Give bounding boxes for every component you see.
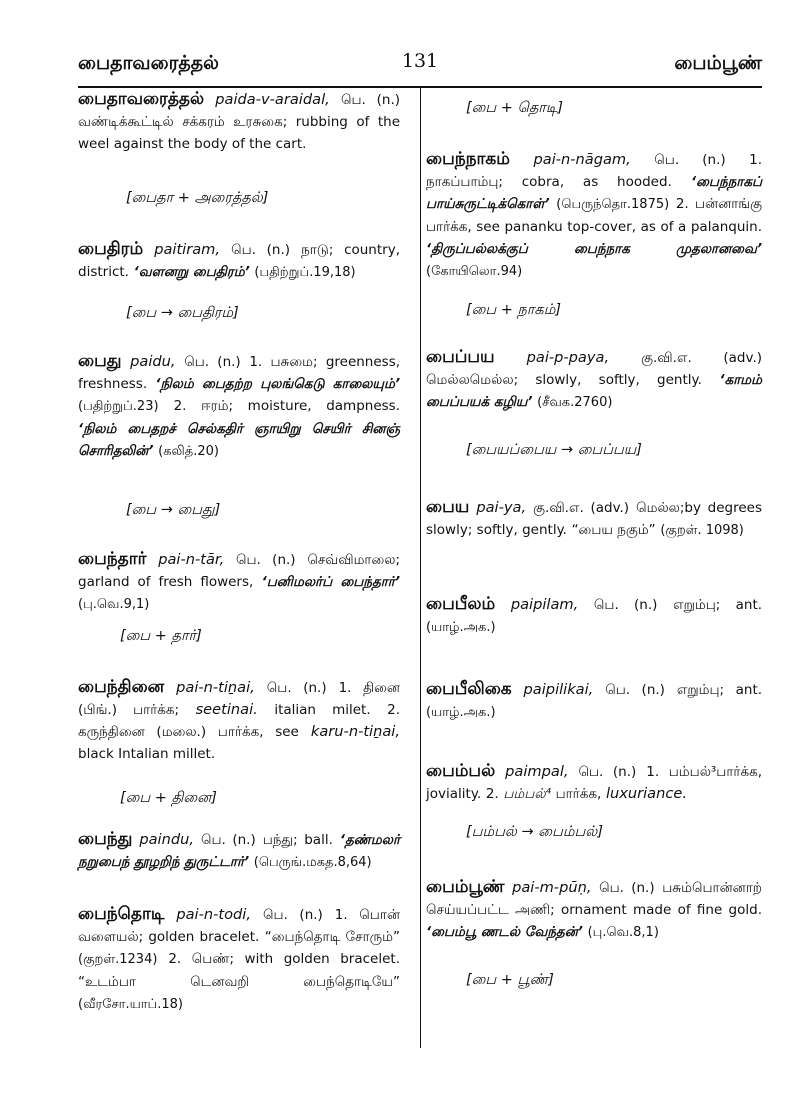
entry-paippaya	[426, 346, 762, 414]
transliteration: paimpal,	[505, 763, 569, 780]
definition: 1. நாகப்பாம்பு; cobra, as hooded.	[426, 152, 762, 190]
citation-quote: ‘பைம்பூ ணடல் வேந்தன்’	[426, 924, 583, 940]
citation-source: (பதிற்றுப்.19,18)	[254, 265, 356, 280]
entry-paidavaraidal	[78, 88, 400, 155]
etymology: [பை + நாகம்]	[466, 302, 562, 318]
transliteration: paipilam,	[510, 596, 579, 613]
etymology: [பை + பூண்]	[466, 972, 554, 988]
cross-reference: luxuriance.	[605, 785, 688, 802]
part-of-speech: பெ. (n.)	[578, 764, 637, 780]
definition: 1. பம்பல்³பார்க்க, joviality.	[426, 764, 763, 802]
cross-reference: karu-n-tiṉai,	[310, 723, 400, 740]
etymology: [பை + தார்]	[120, 628, 202, 644]
left-guideword: பைதாவரைத்தல்	[78, 52, 219, 74]
part-of-speech: பெ. (n.)	[340, 92, 401, 108]
citation-quote: ‘தண்மலர் நறுபைந் தூழறிந் துருட்டார்’	[78, 832, 401, 870]
definition: மெல்லமெல்ல; slowly, softly, gently.	[426, 372, 702, 388]
headword: பைந்தொடி	[78, 904, 165, 924]
definition: மெல்ல;by degrees slowly; softly, gently.	[426, 500, 762, 538]
citation-source: (யாழ்.அக.)	[426, 705, 496, 720]
definition: எறும்பு; ant.	[673, 597, 763, 613]
definition: 1. பசுமை; greenness, freshness.	[78, 354, 401, 392]
definition: பசும்பொன்னாற் செய்யப்பட்ட அணி; ornament made of fine gold.	[426, 880, 762, 918]
headword: பைதிரம்	[78, 239, 144, 259]
citation-source: (குறள்.1234)	[78, 952, 158, 967]
part-of-speech: பெ. (n.)	[200, 832, 256, 848]
part-of-speech: கு.வி.எ. (adv.)	[641, 350, 763, 366]
definition: வண்டிக்கூட்டில் சக்கரம் உரசுகை; rubbing of the weel against the body of the cart.	[78, 114, 400, 152]
definition: 2. பன்னாங்கு பார்க்க, see pananku top-cover, as of a palanquin.	[426, 196, 763, 235]
transliteration: paidu,	[130, 353, 176, 370]
etymology: [பைதா + அரைத்தல்]	[126, 190, 269, 206]
entry-paipilam	[426, 593, 762, 639]
etymology: [பை + தினை]	[120, 790, 217, 806]
citation-source: (வீரசோ.யாப்.18)	[78, 997, 183, 1012]
etymology: [பை + தொடி]	[466, 100, 564, 116]
entry-paintodi	[78, 903, 400, 1016]
part-of-speech: பெ. (n.)	[605, 682, 665, 698]
headword: பைதாவரைத்தல்	[78, 89, 205, 109]
cross-reference: seetinai.	[195, 701, 258, 718]
part-of-speech: கு.வி.எ. (adv.)	[533, 500, 630, 516]
part-of-speech: பெ. (n.)	[235, 552, 296, 568]
headword: பைந்தார்	[78, 549, 147, 569]
part-of-speech: பெ. (n.)	[262, 907, 323, 923]
column-divider	[420, 88, 421, 1048]
cross-reference: பம்பல்⁴	[503, 786, 551, 802]
citation-source: (குறள். 1098)	[660, 523, 744, 538]
citation-quote: “பைய நகும்”	[571, 522, 656, 538]
citation-source: (யாழ்.அக.)	[426, 620, 496, 635]
etymology: [பம்பல் → பைம்பல்]	[466, 824, 603, 840]
entry-paintar	[78, 548, 400, 616]
entry-paidu	[78, 350, 400, 463]
page-number: 131	[401, 50, 439, 72]
definition: செவ்விமாலை; garland of fresh flowers,	[78, 552, 401, 590]
definition: 2. ஈரம்; moisture, dampness.	[173, 398, 400, 414]
citation-quote: ‘காமம் பைப்பயக் கழிய’	[426, 372, 762, 410]
entry-paintinai	[78, 676, 400, 765]
entry-paitiram	[78, 238, 400, 284]
part-of-speech: பெ. (n.)	[593, 597, 658, 613]
citation-quote: “பைந்தொடி சோரும்”	[264, 929, 400, 945]
headword: பைது	[78, 351, 122, 371]
citation-source: (பதிற்றுப்.23)	[78, 399, 159, 414]
citation-source: (பெருந்தொ.1875)	[556, 197, 670, 212]
citation-source: (பு.வெ.9,1)	[78, 597, 150, 612]
citation-quote: ‘நிலம் பைதற்ற புலங்கெடு காலையும்’	[155, 376, 400, 392]
entry-paipilikai	[426, 678, 762, 724]
transliteration: paitiram,	[154, 241, 221, 258]
transliteration: pai-n-tiṉai,	[176, 679, 255, 696]
definition: 2.	[485, 786, 499, 802]
headword: பைப்பய	[426, 347, 495, 367]
headword: பைந்து	[78, 829, 133, 849]
definition: 1. தினை (பிங்.) பார்க்க;	[78, 680, 400, 718]
entry-paimpal	[426, 760, 762, 805]
headword: பைந்தினை	[78, 677, 165, 697]
transliteration: pai-n-nāgam,	[533, 151, 631, 168]
headword: பைம்பல்	[426, 761, 496, 781]
citation-source: (பெருங்.மகத.8,64)	[253, 855, 372, 870]
citation-source: (கோயிலொ.94)	[426, 264, 523, 279]
etymology: [பையப்பைய → பைப்பய]	[466, 442, 642, 458]
definition: 1. பொன் வளையல்; golden bracelet.	[78, 907, 400, 945]
transliteration: pai-m-pūṇ,	[512, 879, 592, 896]
citation-source: (பு.வெ.8,1)	[587, 925, 659, 940]
citation-quote: ‘பைந்நாகப் பாய்சுருட்டிக்கொள்’	[426, 174, 763, 212]
definition: பந்து; ball.	[262, 832, 333, 848]
transliteration: pai-n-tār,	[158, 551, 225, 568]
definition: 2. பெண்; with golden bracelet.	[168, 951, 401, 967]
citation-quote: ‘பனிமலர்ப் பைந்தார்’	[261, 574, 400, 590]
citation-quote: “உடம்பா டெனவறி பைந்தொடியே”	[78, 974, 400, 990]
etymology: [பை → பைதிரம்]	[126, 305, 239, 321]
part-of-speech: பெ. (n.)	[184, 354, 241, 370]
definition: எறும்பு; ant.	[676, 682, 763, 698]
part-of-speech: பெ. (n.)	[266, 680, 327, 696]
transliteration: pai-n-todi,	[176, 906, 251, 923]
citation-quote: ‘திருப்பல்லக்குப் பைந்நாக முதலானவை’	[426, 241, 762, 257]
entry-painnagam	[426, 148, 762, 283]
definition: black Intalian millet.	[78, 746, 216, 762]
entry-paimpun	[426, 876, 762, 944]
transliteration: paindu,	[139, 831, 194, 848]
page-header	[78, 46, 762, 86]
citation-quote: ‘வளனறு பைதிரம்’	[133, 264, 250, 280]
right-guideword: பைம்பூண்	[674, 52, 762, 74]
part-of-speech: பெ. (n.)	[654, 152, 726, 168]
etymology: [பை → பைது]	[126, 502, 221, 518]
entry-paindu	[78, 828, 400, 874]
definition: 2. கருந்தினை (மலை.) பார்க்க, see	[78, 702, 401, 740]
transliteration: paipilikai,	[523, 681, 594, 698]
part-of-speech: பெ. (n.)	[599, 880, 655, 896]
definition: italian milet.	[274, 702, 371, 718]
headword: பைபீலிகை	[426, 679, 512, 699]
transliteration: paida-v-araidal,	[215, 91, 330, 108]
transliteration: pai-p-paya,	[526, 349, 610, 366]
citation-source: (கலித்.20)	[158, 444, 219, 459]
headword: பைபீலம்	[426, 594, 496, 614]
definition: நாடு; country, district.	[78, 242, 400, 280]
headword: பைய	[426, 497, 470, 517]
headword: பைம்பூண்	[426, 877, 505, 897]
definition: பார்க்க,	[555, 786, 602, 802]
entry-paiya	[426, 496, 762, 542]
citation-source: (சீவக.2760)	[537, 395, 613, 410]
part-of-speech: பெ. (n.)	[231, 242, 291, 258]
transliteration: pai-ya,	[476, 499, 527, 516]
citation-quote: ‘நிலம் பைதறச் செல்கதிர் ஞாயிறு செயிர் சினஞ் சொரிதலின்’	[78, 421, 400, 459]
headword: பைந்நாகம்	[426, 149, 510, 169]
